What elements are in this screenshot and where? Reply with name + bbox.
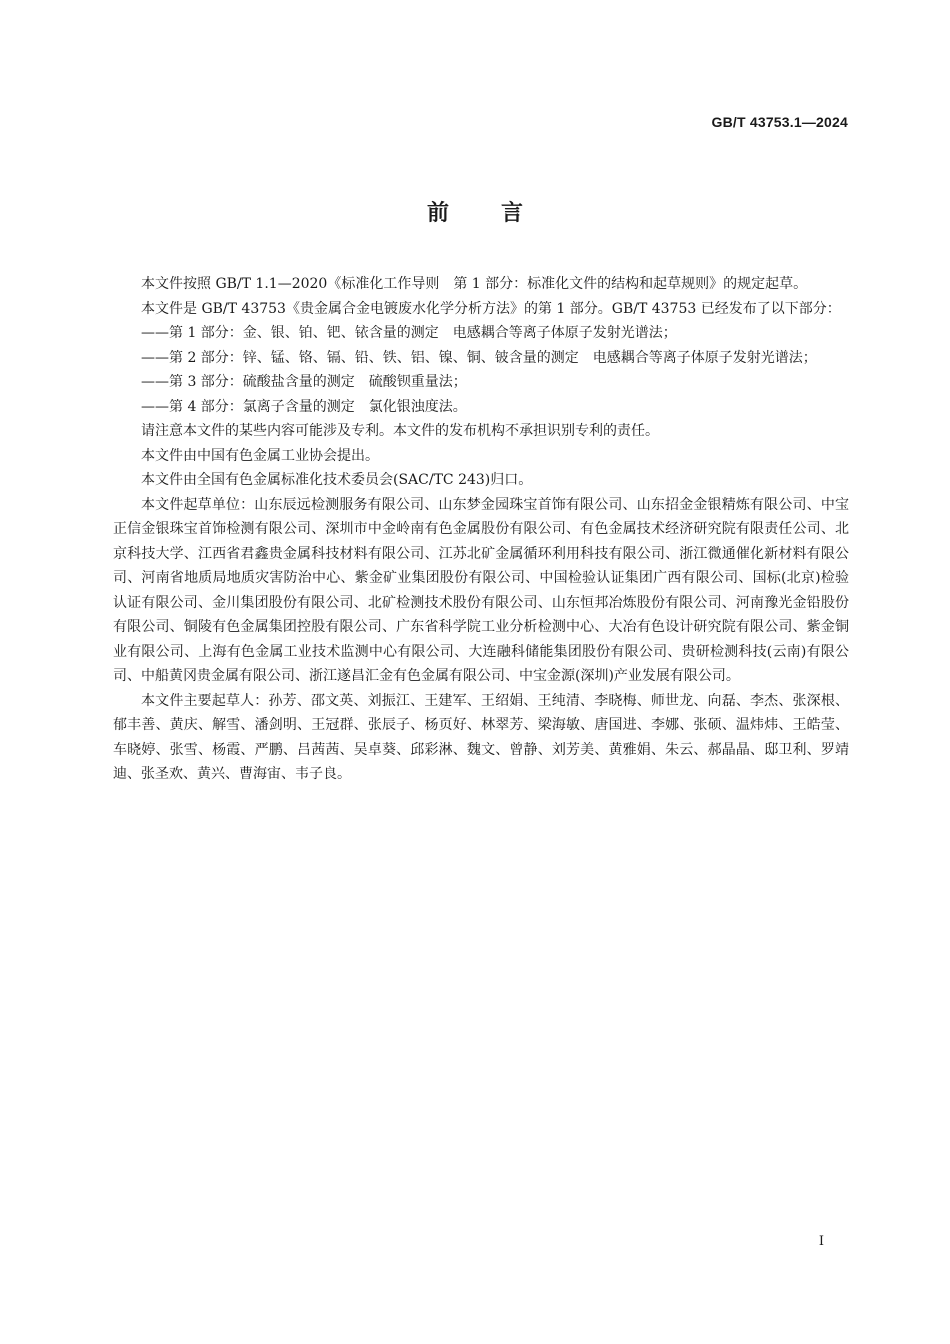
list-item-part-1: ——第 1 部分：金、银、铂、钯、铱含量的测定 电感耦合等离子体原子发射光谱法； bbox=[141, 325, 677, 341]
paragraph-drafters: 本文件主要起草人：孙芳、邵文英、刘振江、王建军、王绍娟、王纯清、李晓梅、师世龙、向磊、李杰、张深根、郁丰善、黄庆、解雪、潘剑明、王冠群、张辰子、杨页好、林翠芳、梁海敏、唐国进、李娜、张硕、温炜炜、王皓莹、车晓婷、张雪、杨霞、严鹏、吕茜茜、吴卓葵、邱彩淋、魏文、曾静、刘芳美、黄雅娟、朱云、郝晶晶、邸卫利、罗靖迪、张圣欢、黄兴、曹海宙、韦子良。 bbox=[113, 692, 849, 782]
document-body bbox=[113, 272, 849, 787]
page-number: I bbox=[818, 1234, 824, 1249]
paragraph-drafting-units: 本文件起草单位：山东辰远检测服务有限公司、山东梦金园珠宝首饰有限公司、山东招金金银精炼有限公司、中宝正信金银珠宝首饰检测有限公司、深圳市中金岭南有色金属股份有限公司、有色金属技术经济研究院有限责任公司、北京科技大学、江西省君鑫贵金属科技材料有限公司、江苏北矿金属循环利用科技有限公司、浙江微通催化新材料有限公司、河南省地质局地质灾害防治中心、紫金矿业集团股份有限公司、中国检验认证集团广西有限公司、国标(北京)检验认证有限公司、金川集团股份有限公司、北矿检测技术股份有限公司、山东恒邦冶炼股份有限公司、河南豫光金铅股份有限公司、铜陵有色金属集团控股有限公司、广东省科学院工业分析检测中心、大冶有色设计研究院有限公司、紫金铜业有限公司、上海有色金属工业技术监测中心有限公司、大连融科储能集团股份有限公司、贵研检测科技(云南)有限公司、中船黄冈贵金属有限公司、浙江遂昌汇金有色金属有限公司、中宝金源(深圳)产业发展有限公司。 bbox=[113, 496, 849, 684]
list-item-part-2: ——第 2 部分：锌、锰、铬、镉、铅、铁、铝、镍、铜、铍含量的测定 电感耦合等离子体原子发射光谱法； bbox=[141, 349, 817, 366]
standard-code: GB/T 43753.1—2024 bbox=[711, 114, 848, 130]
paragraph-series-intro: 本文件是 GB/T 43753《贵金属合金电镀废水化学分析方法》的第 1 部分。GB/T 43753 已经发布了以下部分： bbox=[141, 300, 841, 317]
paragraph-patent-notice: 请注意本文件的某些内容可能涉及专利。本文件的发布机构不承担识别专利的责任。 bbox=[141, 423, 659, 439]
list-item-part-4: ——第 4 部分：氯离子含量的测定 氯化银浊度法。 bbox=[141, 398, 467, 415]
list-item-part-3: ——第 3 部分：硫酸盐含量的测定 硫酸钡重量法； bbox=[141, 374, 467, 390]
page-title: 前言 bbox=[426, 201, 575, 226]
paragraph-drafting-rules: 本文件按照 GB/T 1.1—2020《标准化工作导则 第 1 部分：标准化文件的结构和起草规则》的规定起草。 bbox=[141, 276, 808, 292]
paragraph-proposer: 本文件由中国有色金属工业协会提出。 bbox=[141, 447, 379, 464]
paragraph-committee: 本文件由全国有色金属标准化技术委员会(SAC/TC 243)归口。 bbox=[141, 472, 533, 488]
